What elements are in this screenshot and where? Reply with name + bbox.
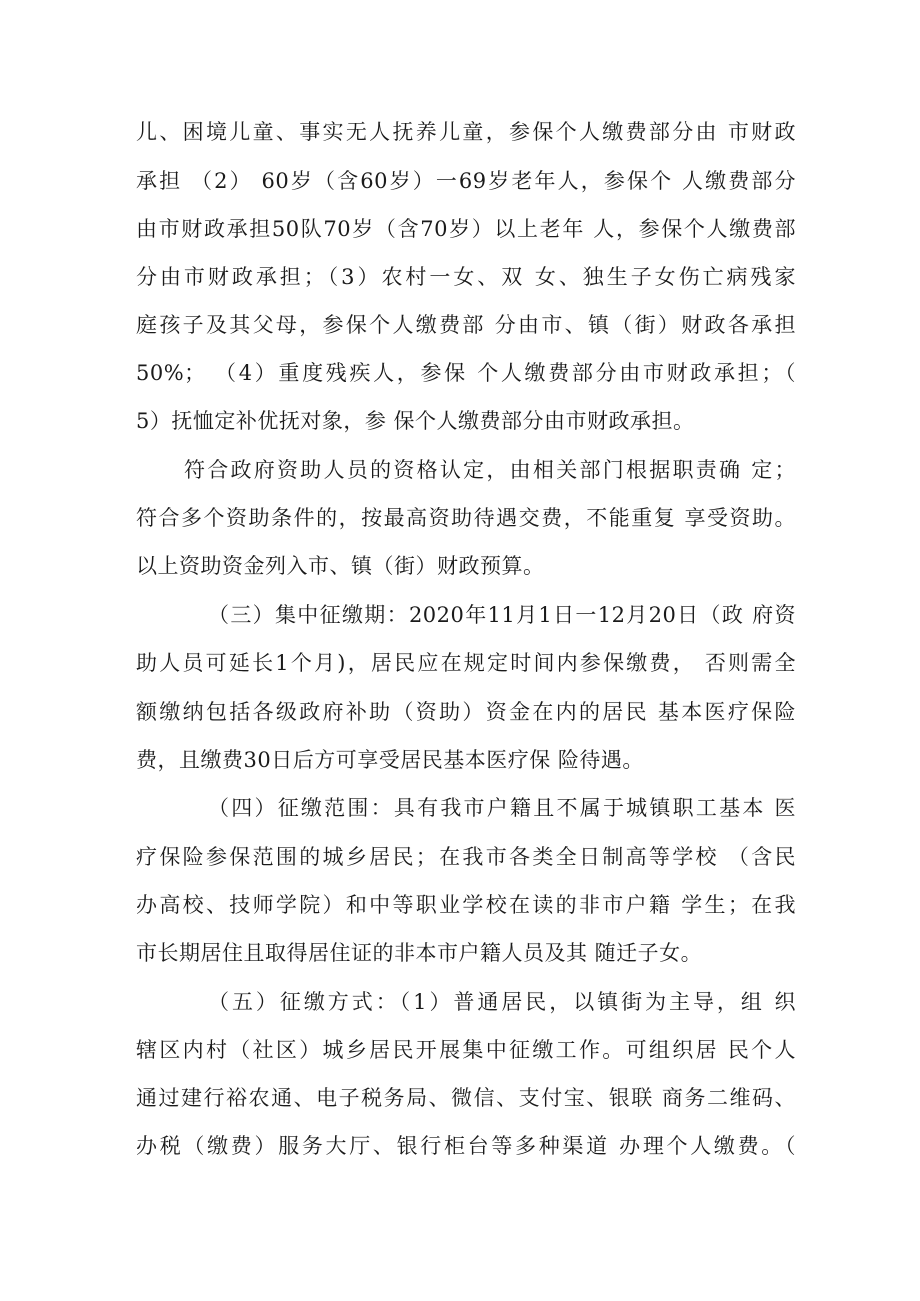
text-line: 费，且缴费30日后方可享受居民基本医疗保 险待遇。 bbox=[136, 748, 644, 772]
text-line: 疗保险参保范围的城乡居民；在我市各类全日制高等学校 （含民 bbox=[136, 845, 796, 869]
text-line: 助人员可延长1个月)，居民应在规定时间内参保缴费， 否则需全 bbox=[136, 651, 796, 675]
text-line: 分由市财政承担；（3）农村一女、双 女、独生子女伤亡病残家 bbox=[136, 265, 796, 289]
text-line: 由市财政承担50队70岁（含70岁）以上老年 人，参保个人缴费部 bbox=[136, 217, 796, 241]
text-line: 儿、困境儿童、事实无人抚养儿童，参保个人缴费部分由 市财政 bbox=[136, 120, 796, 144]
text-line: 符合政府资助人员的资格认定，由相关部门根据职责确 定； bbox=[184, 458, 796, 482]
text-line: 承担 （2） 60岁（含60岁）一69岁老年人，参保个 人缴费部分 bbox=[136, 169, 796, 193]
text-line: 50%； （4）重度残疾人，参保 个人缴费部分由市财政承担；（ bbox=[136, 361, 796, 385]
text-line: 5）抚恤定补优抚对象，参 保个人缴费部分由市财政承担。 bbox=[136, 409, 695, 433]
text-line: 办税（缴费）服务大厅、银行柜台等多种渠道 办理个人缴费。（ bbox=[136, 1134, 796, 1158]
text-line: 庭孩子及其父母，参保个人缴费部 分由市、镇（街）财政各承担 bbox=[136, 313, 796, 337]
text-line: 以上资助资金列入市、镇（街）财政预算。 bbox=[136, 554, 545, 578]
text-line: 办高校、技师学院）和中等职业学校在读的非市户籍 学生；在我 bbox=[136, 893, 796, 917]
text-line: （三）集中征缴期：2020年11月1日一12月20日（政 府资 bbox=[208, 603, 796, 627]
text-line: （五）征缴方式：（1）普通居民，以镇街为主导，组 织 bbox=[208, 990, 796, 1014]
text-line: （四）征缴范围：具有我市户籍且不属于城镇职工基本 医 bbox=[208, 796, 796, 820]
text-line: 额缴纳包括各级政府补助（资助）资金在内的居民 基本医疗保险 bbox=[136, 700, 796, 724]
text-line: 通过建行裕农通、电子税务局、微信、支付宝、银联 商务二维码、 bbox=[136, 1086, 796, 1110]
text-line: 符合多个资助条件的，按最高资助待遇交费，不能重复 享受资助。 bbox=[136, 506, 796, 530]
text-line: 市长期居住且取得居住证的非本市户籍人员及其 随迁子女。 bbox=[136, 941, 703, 965]
text-line: 辖区内村（社区）城乡居民开展集中征缴工作。可组织居 民个人 bbox=[136, 1038, 796, 1062]
